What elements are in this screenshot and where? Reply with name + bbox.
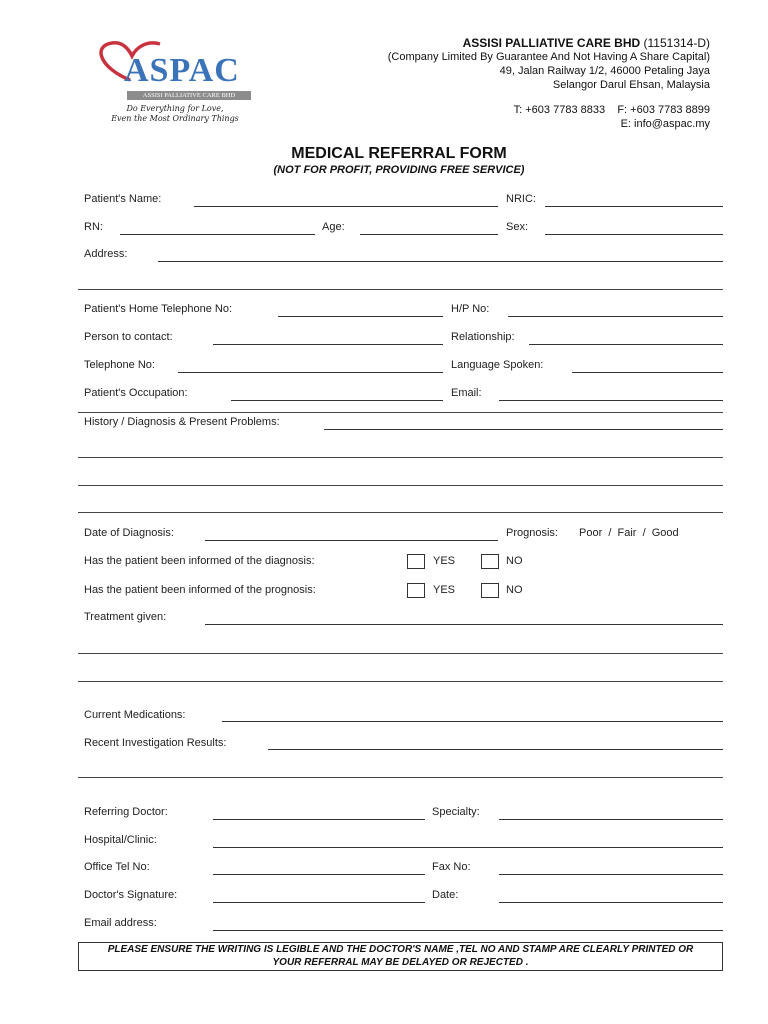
- home-tel-label: Patient's Home Telephone No:: [84, 303, 233, 315]
- nric-field[interactable]: [545, 206, 723, 207]
- yes-label: YES: [433, 555, 456, 567]
- referring-doctor-field[interactable]: [213, 819, 425, 820]
- informed-diagnosis-yes-checkbox[interactable]: [407, 554, 425, 569]
- yes-label: YES: [433, 584, 456, 596]
- relationship-label: Relationship:: [451, 331, 515, 343]
- patient-name-field[interactable]: [194, 206, 498, 207]
- notice-line-2: YOUR REFERRAL MAY BE DELAYED OR REJECTED .: [272, 957, 529, 968]
- office-tel-label: Office Tel No:: [84, 861, 150, 873]
- logo-banner-text: ASSISI PALLIATIVE CARE BHD: [142, 92, 236, 99]
- informed-diagnosis-label: Has the patient been informed of the diagnosis:: [84, 555, 315, 567]
- logo-tagline-2: Even the Most Ordinary Things: [111, 114, 239, 123]
- hospital-field[interactable]: [213, 847, 723, 848]
- occupation-field[interactable]: [231, 400, 443, 401]
- address-label: Address:: [84, 248, 128, 260]
- sex-field[interactable]: [545, 234, 723, 235]
- nric-label: NRIC:: [506, 193, 536, 205]
- specialty-label: Specialty:: [432, 806, 480, 818]
- email-address-label: Email address:: [84, 917, 157, 929]
- age-field[interactable]: [360, 234, 498, 235]
- section-divider: [78, 289, 723, 290]
- prognosis-options[interactable]: Poor / Fair / Good: [579, 527, 679, 539]
- current-medications-field[interactable]: [222, 721, 723, 722]
- language-field[interactable]: [572, 372, 723, 373]
- rn-label: RN:: [84, 221, 103, 233]
- informed-prognosis-label: Has the patient been informed of the prognosis:: [84, 584, 316, 596]
- aspac-logo: [90, 38, 260, 130]
- signature-label: Doctor's Signature:: [84, 889, 178, 901]
- home-tel-field[interactable]: [278, 316, 443, 317]
- no-label: NO: [506, 555, 523, 567]
- logo-tagline-1: Do Everything for Love,: [126, 104, 224, 113]
- form-subtitle: (NOT FOR PROFIT, PROVIDING FREE SERVICE): [273, 164, 525, 176]
- fax-no-field[interactable]: [499, 874, 723, 875]
- prognosis-label: Prognosis:: [506, 527, 558, 539]
- contact-email: E: info@aspac.my: [620, 118, 710, 130]
- notice-line-1: PLEASE ENSURE THE WRITING IS LEGIBLE AND THE DOCTOR'S NAME ,TEL NO AND STAMP ARE CLEARLY PRINTED OR: [107, 944, 694, 955]
- investigation-results-label: Recent Investigation Results:: [84, 737, 227, 749]
- rn-field[interactable]: [120, 234, 315, 235]
- email-label: Email:: [451, 387, 482, 399]
- occupation-label: Patient's Occupation:: [84, 387, 188, 399]
- informed-diagnosis-no-checkbox[interactable]: [481, 554, 499, 569]
- phone: T: +603 7783 8833: [513, 104, 606, 116]
- logo-text: ASPAC: [124, 52, 240, 89]
- referring-doctor-label: Referring Doctor:: [84, 806, 168, 818]
- fax-no-label: Fax No:: [432, 861, 471, 873]
- language-label: Language Spoken:: [451, 359, 544, 371]
- company-name-line: [463, 36, 710, 50]
- email-field[interactable]: [499, 400, 723, 401]
- date-of-diagnosis-label: Date of Diagnosis:: [84, 527, 174, 539]
- company-name: ASSISI PALLIATIVE CARE BHD: [462, 36, 641, 50]
- date-label: Date:: [432, 889, 459, 901]
- section-divider: [78, 412, 723, 413]
- section-divider: [78, 512, 723, 513]
- section-divider: [78, 777, 723, 778]
- relationship-field[interactable]: [529, 344, 723, 345]
- history-line-2[interactable]: [78, 457, 723, 458]
- fax: F: +603 7783 8899: [617, 104, 710, 116]
- history-field[interactable]: [324, 429, 723, 430]
- address-line-1: 49, Jalan Railway 1/2, 46000 Petaling Jaya: [499, 65, 710, 77]
- investigation-results-field[interactable]: [268, 749, 723, 750]
- signature-field[interactable]: [213, 902, 425, 903]
- specialty-field[interactable]: [499, 819, 723, 820]
- office-tel-field[interactable]: [213, 874, 425, 875]
- hp-no-label: H/P No:: [451, 303, 490, 315]
- date-of-diagnosis-field[interactable]: [205, 540, 498, 541]
- current-medications-label: Current Medications:: [84, 709, 186, 721]
- treatment-line-2[interactable]: [78, 653, 723, 654]
- address-line-2: Selangor Darul Ehsan, Malaysia: [552, 79, 710, 91]
- age-label: Age:: [322, 221, 345, 233]
- section-divider: [78, 681, 723, 682]
- informed-prognosis-yes-checkbox[interactable]: [407, 583, 425, 598]
- company-note: (Company Limited By Guarantee And Not Having A Share Capital): [387, 51, 710, 63]
- date-field[interactable]: [499, 902, 723, 903]
- treatment-field[interactable]: [205, 624, 723, 625]
- telephone-field[interactable]: [178, 372, 443, 373]
- treatment-label: Treatment given:: [84, 611, 167, 623]
- history-label: History / Diagnosis & Present Problems:: [84, 416, 280, 428]
- patient-name-label: Patient's Name:: [84, 193, 162, 205]
- contact-phone-fax: [514, 104, 710, 116]
- address-field[interactable]: [158, 261, 723, 262]
- form-title: MEDICAL REFERRAL FORM: [291, 145, 507, 162]
- hp-no-field[interactable]: [508, 316, 723, 317]
- sex-label: Sex:: [506, 221, 529, 233]
- contact-person-label: Person to contact:: [84, 331, 173, 343]
- company-reg: (1151314-D): [643, 36, 710, 50]
- hospital-label: Hospital/Clinic:: [84, 834, 157, 846]
- contact-person-field[interactable]: [213, 344, 443, 345]
- email-address-field[interactable]: [213, 930, 723, 931]
- history-line-3[interactable]: [78, 485, 723, 486]
- informed-prognosis-no-checkbox[interactable]: [481, 583, 499, 598]
- telephone-label: Telephone No:: [84, 359, 155, 371]
- no-label: NO: [506, 584, 523, 596]
